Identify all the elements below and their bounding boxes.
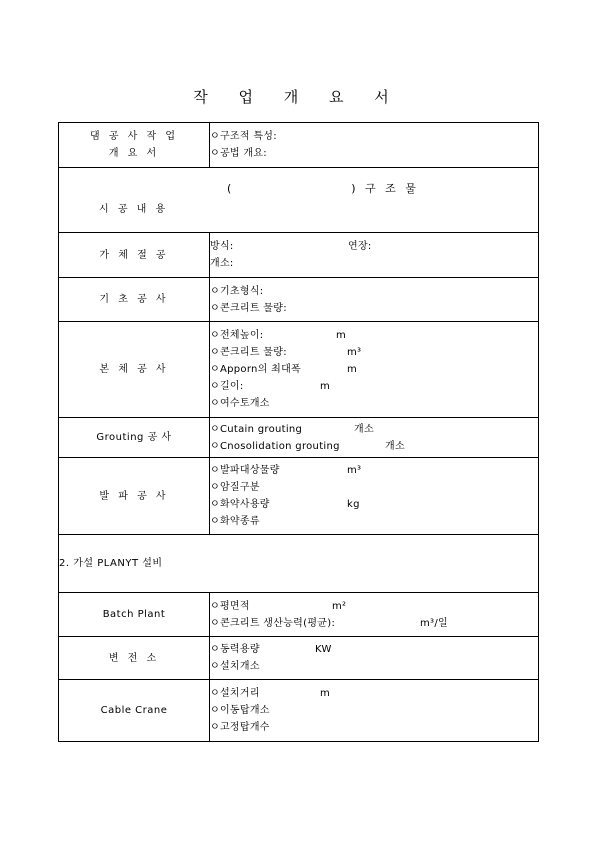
grouting-label: Grouting 공 사 [59, 418, 210, 458]
body-concrete-field[interactable]: ㅇ콘크리트 물량: m³ [210, 347, 362, 358]
explosive-amount-field[interactable]: ㅇ화약사용량 kg [210, 499, 360, 510]
overview-values [210, 123, 539, 168]
blast-volume-field[interactable]: ㅇ발파대상물량 m³ [210, 465, 362, 476]
substation-label: 변 전 소 [59, 637, 210, 680]
foundation-concrete-field[interactable]: ㅇ콘크리트 물량: [210, 302, 287, 314]
main-body-values [210, 322, 539, 418]
main-body-label: 본 체 공 사 [59, 322, 210, 418]
grouting-row [59, 418, 539, 458]
blasting-row [59, 458, 539, 535]
overview-label-line-1: 댐 공 사 작 업 [89, 131, 178, 142]
work-overview-form [58, 122, 539, 742]
cable-crane-label: Cable Crane [59, 680, 210, 742]
blasting-label: 발 파 공 사 [59, 458, 210, 535]
blasting-values [210, 458, 539, 535]
overview-label [59, 123, 210, 168]
explosive-type-field[interactable]: ㅇ화약종류 [210, 516, 260, 527]
count-field[interactable]: 개소: [210, 258, 234, 269]
main-body-row [59, 322, 539, 418]
rock-class-field[interactable]: ㅇ암질구분 [210, 482, 260, 493]
production-capacity-field[interactable]: ㅇ콘크리트 생산능력(평균): m³/일 [210, 617, 448, 629]
mobile-tower-count-field[interactable]: ㅇ이동탑개소 [210, 705, 270, 716]
apron-width-field[interactable]: ㅇApporn의 최대폭 m [210, 364, 358, 375]
plan-area-field[interactable]: ㅇ평면적 m² [210, 600, 347, 612]
cable-crane-row [59, 680, 539, 742]
construction-cell [59, 168, 539, 233]
diversion-label: 가 체 절 공 [59, 233, 210, 278]
construction-label: 시 공 내 용 [99, 204, 169, 215]
plant-section-title: 2. 가설 PLANYT 설비 [59, 535, 539, 593]
grouting-values [210, 418, 539, 458]
length-field[interactable]: 연장: [348, 241, 372, 252]
install-distance-field[interactable]: ㅇ설치거리 m [210, 688, 331, 699]
plant-section-row [59, 535, 539, 593]
foundation-label: 기 초 공 사 [59, 278, 210, 322]
method-overview-field[interactable]: ㅇ공법 개요: [210, 148, 267, 159]
foundation-type-field[interactable]: ㅇ기초형식: [210, 285, 264, 297]
overview-row [59, 123, 539, 168]
install-count-field[interactable]: ㅇ설치개소 [210, 661, 260, 672]
substation-row [59, 637, 539, 680]
structure-heading[interactable]: ( ) 구 조 물 [227, 182, 419, 195]
consolidation-grouting-field[interactable]: ㅇCnosolidation grouting 개소 [210, 440, 405, 452]
spillway-count-field[interactable]: ㅇ여수토개소 [210, 398, 270, 409]
construction-row [59, 168, 539, 233]
batch-plant-row [59, 593, 539, 637]
method-field[interactable]: 방식: [210, 241, 234, 252]
foundation-values [210, 278, 539, 322]
overview-label-line-2: 개 요 서 [108, 148, 160, 159]
diversion-row [59, 233, 539, 278]
batch-plant-label: Batch Plant [59, 593, 210, 637]
substation-values [210, 637, 539, 680]
structure-feature-field[interactable]: ㅇ구조적 특성: [210, 131, 277, 142]
total-height-field[interactable]: ㅇ전체높이: m [210, 330, 347, 341]
power-capacity-field[interactable]: ㅇ동력용량 KW [210, 644, 332, 655]
curtain-grouting-field[interactable]: ㅇCutain grouting 개소 [210, 423, 374, 435]
batch-plant-values [210, 593, 539, 637]
foundation-row [59, 278, 539, 322]
fixed-tower-count-field[interactable]: ㅇ고정탑개수 [210, 722, 270, 733]
length-m-field[interactable]: ㅇ길이: m [210, 381, 331, 392]
cable-crane-values [210, 680, 539, 742]
document-title: 작 업 개 요 서 [193, 88, 402, 106]
diversion-values [210, 233, 539, 278]
